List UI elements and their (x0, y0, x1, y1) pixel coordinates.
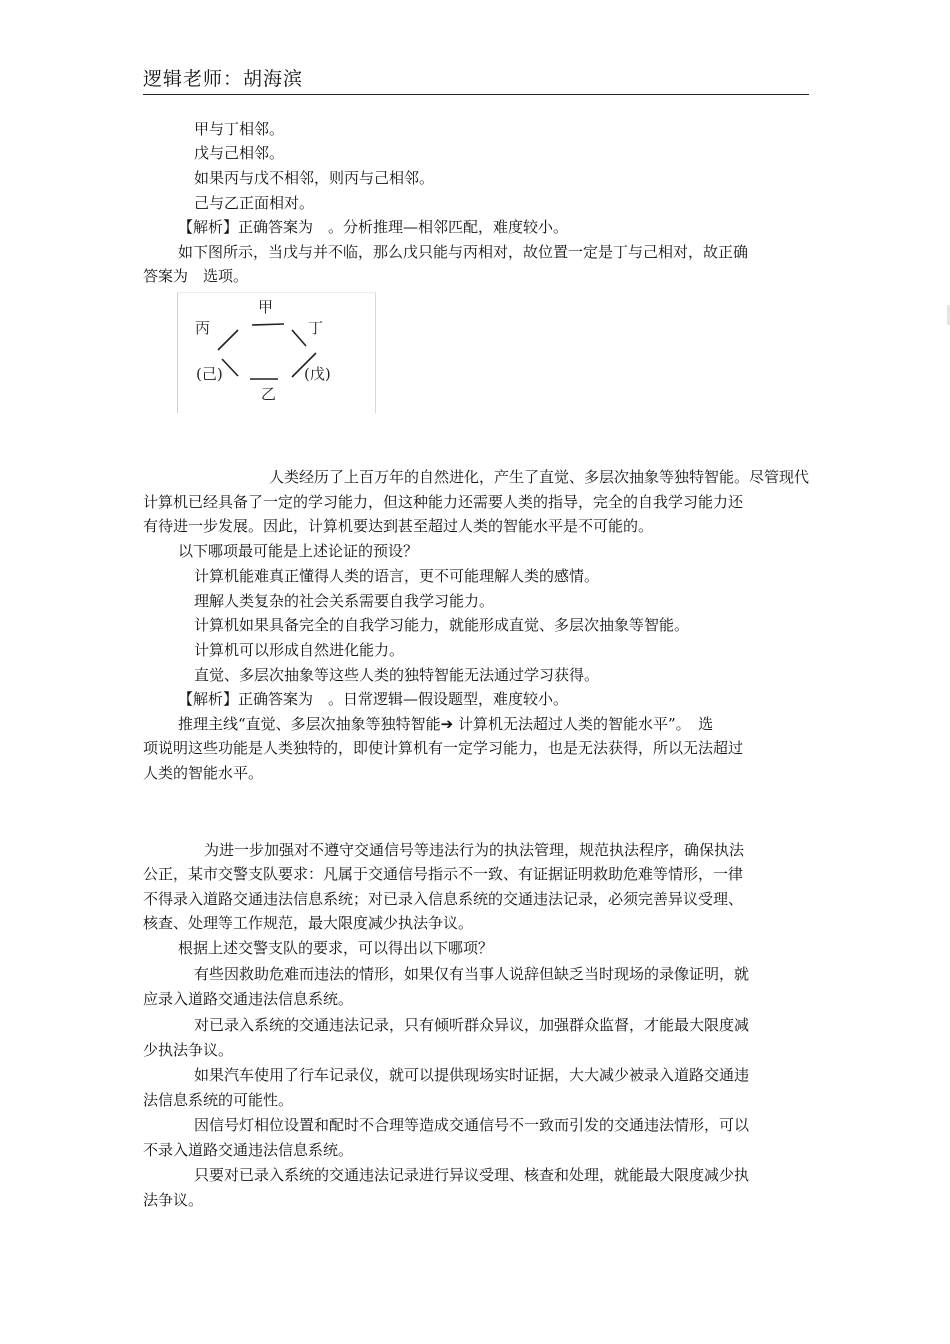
q3-option-4-line-1: 因信号灯相位设置和配时不合理等造成交通信号不一致而引发的交通违法情形，可以 (194, 1116, 750, 1134)
q2-stem-line-1: 人类经历了上百万年的自然进化，产生了直觉、多层次抽象等独特智能。尽管现代 (268, 468, 809, 486)
q3-stem-line-3: 不得录入道路交通违法信息系统；对已录入信息系统的交通违法记录，必须完善异议受理、 (143, 890, 744, 908)
sketch-label-bottom: 乙 (261, 385, 277, 403)
q2-option-2: 理解人类复杂的社会关系需要自我学习能力。 (194, 592, 495, 610)
q3-option-1-line-1: 有些因救助危难而违法的情形，如果仅有当事人说辞但缺乏当时现场的录像证明，就 (194, 965, 750, 983)
sketch-edge-left-bottom (222, 359, 238, 376)
q2-explanation-line-3: 人类的智能水平。 (143, 764, 264, 782)
q3-option-5-line-1: 只要对已录入系统的交通违法记录进行异议受理、核查和处理，就能最大限度减少执 (194, 1166, 750, 1184)
q1-analysis: 【解析】正确答案为 。分析推理—相邻匹配，难度较小。 (178, 218, 569, 236)
q3-stem-line-1: 为进一步加强对不遵守交通信号等违法行为的执法管理，规范执法程序，确保执法 (204, 841, 745, 859)
q1-option-1: 甲与丁相邻。 (194, 120, 285, 138)
q2-stem-line-2: 计算机已经具备了一定的学习能力，但这种能力还需要人类的指导，完全的自我学习能力还 (143, 493, 744, 511)
q3-option-2-line-2: 少执法争议。 (143, 1041, 234, 1059)
q2-explanation-line-1: 推理主线“直觉、多层次抽象等独特智能➔ 计算机无法超过人类的智能水平”。 选 (178, 715, 714, 733)
q2-option-5: 直觉、多层次抽象等这些人类的独特智能无法通过学习获得。 (194, 666, 600, 684)
sketch-label-top: 甲 (258, 298, 274, 316)
page-header-title: 逻辑老师：胡海滨 (143, 68, 304, 90)
q2-option-3: 计算机如果具备完全的自我学习能力，就能形成直觉、多层次抽象等智能。 (194, 616, 690, 634)
q3-option-2-line-1: 对已录入系统的交通违法记录，只有倾听群众异议，加强群众监督，才能最大限度减 (194, 1016, 750, 1034)
q2-option-4: 计算机可以形成自然进化能力。 (194, 641, 405, 659)
q2-analysis: 【解析】正确答案为 。日常逻辑—假设题型，难度较小。 (178, 690, 569, 708)
q2-option-1: 计算机能难真正懂得人类的语言，更不可能理解人类的感情。 (194, 567, 600, 585)
q3-question: 根据上述交警支队的要求，可以得出以下哪项？ (178, 939, 494, 957)
q1-option-3: 如果丙与戊不相邻，则丙与己相邻。 (194, 169, 435, 187)
q3-option-1-line-2: 应录入道路交通违法信息系统。 (143, 990, 354, 1008)
q2-explanation-line-2: 项说明这些功能是人类独特的，即使计算机有一定学习能力，也是无法获得，所以无法超过 (143, 739, 744, 757)
sketch-edge-top (252, 324, 284, 325)
q3-option-4-line-2: 不录入道路交通违法信息系统。 (143, 1141, 354, 1159)
seating-sketch (177, 292, 376, 413)
q3-stem-line-4: 核查、处理等工作规范，最大限度减少执法争议。 (143, 914, 474, 932)
seating-sketch-svg (178, 293, 375, 413)
sketch-label-left-bottom: (己) (196, 365, 223, 383)
q3-stem-line-2: 公正，某市交警支队要求：凡属于交通信号指示不一致、有证据证明救助危难等情形，一律 (143, 865, 744, 883)
header-divider (143, 94, 809, 95)
q1-explanation-line-2: 答案为 选项。 (143, 267, 249, 285)
sketch-label-right-top: 丁 (308, 319, 324, 337)
q1-option-4: 己与乙正面相对。 (194, 194, 315, 212)
sketch-edge-right-top (292, 330, 306, 346)
q1-option-2: 戊与己相邻。 (194, 144, 285, 162)
sketch-label-left-top: 丙 (195, 319, 211, 337)
q2-stem-line-3: 有待进一步发展。因此，计算机要达到甚至超过人类的智能水平是不可能的。 (143, 517, 654, 535)
q1-explanation-line-1: 如下图所示，当戊与并不临，那么戊只能与丙相对，故位置一定是丁与己相对，故正确 (178, 243, 749, 261)
q3-option-3-line-1: 如果汽车使用了行车记录仪，就可以提供现场实时证据，大大减少被录入道路交通违 (194, 1066, 750, 1084)
q3-option-3-line-2: 法信息系统的可能性。 (143, 1091, 294, 1109)
sketch-edge-left-top (218, 330, 238, 350)
sketch-label-right-bottom: (戊) (304, 365, 331, 383)
q2-question: 以下哪项最可能是上述论证的预设？ (178, 542, 419, 560)
q3-option-5-line-2: 法争议。 (143, 1191, 204, 1209)
